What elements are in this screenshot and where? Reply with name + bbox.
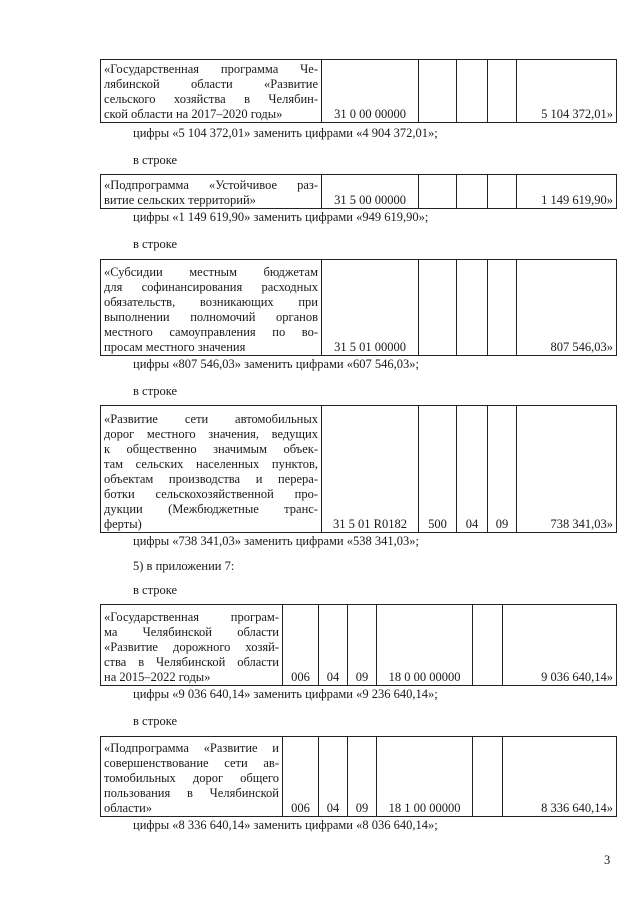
amount-cell: 5 104 372,01»: [517, 60, 617, 123]
row-name-line: «Подпрограмма «Устойчивое раз-: [104, 178, 318, 192]
row-name-line: ской области на 2017–2020 годы»: [104, 107, 283, 121]
target-article-cell: 31 0 00 00000: [322, 60, 419, 123]
row-name-line: совершенствование сети ав-: [104, 756, 279, 770]
row-name-line: ства в Челябинской области: [104, 655, 279, 669]
budget-row-table: [100, 405, 617, 533]
section-cell: [457, 175, 488, 209]
expense-type-cell: 500: [419, 406, 457, 533]
section-cell: 04: [319, 605, 348, 686]
row-name-cell: [101, 175, 322, 209]
row-name-line: просам местного значения: [104, 340, 246, 354]
ministry-code-cell: 006: [283, 605, 319, 686]
in-row-label: в строке: [133, 237, 178, 251]
row-name-line: томобильных дорог общего: [104, 771, 279, 785]
subsection-cell: [488, 175, 517, 209]
target-article-cell: 18 0 00 00000: [377, 605, 473, 686]
row-name-line: для софинансирования расходных: [104, 280, 318, 294]
budget-row-table: [100, 736, 617, 817]
section-cell: 04: [457, 406, 488, 533]
row-name-line: к общественно значимым объек-: [104, 442, 318, 456]
row-name-line: дорог местного значения, ведущих: [104, 427, 318, 441]
row-name-line: «Подпрограмма «Развитие и: [104, 741, 279, 755]
ministry-code-cell: 006: [283, 737, 319, 817]
expense-type-cell: [473, 605, 503, 686]
row-name-line: «Развитие сети автомобильных: [104, 412, 318, 426]
row-name-cell: [101, 737, 283, 817]
replace-instruction: цифры «8 336 640,14» заменить цифрами «8 036 640,14»;: [133, 818, 438, 832]
row-name-line: витие сельских территорий»: [104, 193, 256, 207]
expense-type-cell: [419, 260, 457, 356]
row-name-line: выполнении полномочий органов: [104, 310, 318, 324]
row-name-cell: [101, 60, 322, 123]
row-name-line: области»: [104, 801, 153, 815]
replace-instruction: цифры «5 104 372,01» заменить цифрами «4 904 372,01»;: [133, 126, 438, 140]
amount-cell: 1 149 619,90»: [517, 175, 617, 209]
row-name-line: там сельских населенных пунктов,: [104, 457, 318, 471]
row-name-line: ма Челябинской области: [104, 625, 279, 639]
target-article-cell: 31 5 01 00000: [322, 260, 419, 356]
appendix-7-heading: 5) в приложении 7:: [133, 559, 235, 573]
budget-row-table: [100, 259, 617, 356]
row-name-line: «Субсидии местным бюджетам: [104, 265, 318, 279]
target-article-cell: 31 5 01 R0182: [322, 406, 419, 533]
replace-instruction: цифры «807 546,03» заменить цифрами «607 546,03»;: [133, 357, 419, 371]
replace-instruction: цифры «738 341,03» заменить цифрами «538 341,03»;: [133, 534, 419, 548]
row-name-line: «Развитие дорожного хозяй-: [104, 640, 279, 654]
budget-row-table: [100, 174, 617, 209]
row-name-line: лябинской области «Развитие: [104, 77, 318, 91]
row-name-cell: [101, 605, 283, 686]
amount-cell: 9 036 640,14»: [503, 605, 617, 686]
subsection-cell: [488, 60, 517, 123]
amount-cell: 738 341,03»: [517, 406, 617, 533]
subsection-cell: 09: [348, 737, 377, 817]
row-name-cell: [101, 260, 322, 356]
budget-row-table: [100, 59, 617, 123]
section-cell: [457, 260, 488, 356]
section-cell: 04: [319, 737, 348, 817]
expense-type-cell: [419, 60, 457, 123]
row-name-line: ферты): [104, 517, 142, 531]
in-row-label: в строке: [133, 583, 178, 597]
subsection-cell: 09: [348, 605, 377, 686]
amount-cell: 8 336 640,14»: [503, 737, 617, 817]
row-name-line: «Государственная программа Че-: [104, 62, 318, 76]
section-cell: [457, 60, 488, 123]
budget-row-table: [100, 604, 617, 686]
replace-instruction: цифры «9 036 640,14» заменить цифрами «9 236 640,14»;: [133, 687, 438, 701]
in-row-label: в строке: [133, 714, 178, 728]
row-name-cell: [101, 406, 322, 533]
row-name-line: на 2015–2022 годы»: [104, 670, 211, 684]
expense-type-cell: [473, 737, 503, 817]
in-row-label: в строке: [133, 384, 178, 398]
replace-instruction: цифры «1 149 619,90» заменить цифрами «949 619,90»;: [133, 210, 429, 224]
row-name-line: «Государственная програм-: [104, 610, 279, 624]
subsection-cell: [488, 260, 517, 356]
amount-cell: 807 546,03»: [517, 260, 617, 356]
row-name-line: пользования в Челябинской: [104, 786, 279, 800]
row-name-line: объектам производства и перера-: [104, 472, 318, 486]
page-number: 3: [604, 853, 611, 867]
row-name-line: ботки сельскохозяйственной про-: [104, 487, 318, 501]
row-name-line: местного самоуправления по во-: [104, 325, 318, 339]
subsection-cell: 09: [488, 406, 517, 533]
expense-type-cell: [419, 175, 457, 209]
row-name-line: дукции (Межбюджетные транс-: [104, 502, 318, 516]
target-article-cell: 18 1 00 00000: [377, 737, 473, 817]
row-name-line: обязательств, возникающих при: [104, 295, 318, 309]
in-row-label: в строке: [133, 153, 178, 167]
row-name-line: сельского хозяйства в Челябин-: [104, 92, 318, 106]
target-article-cell: 31 5 00 00000: [322, 175, 419, 209]
